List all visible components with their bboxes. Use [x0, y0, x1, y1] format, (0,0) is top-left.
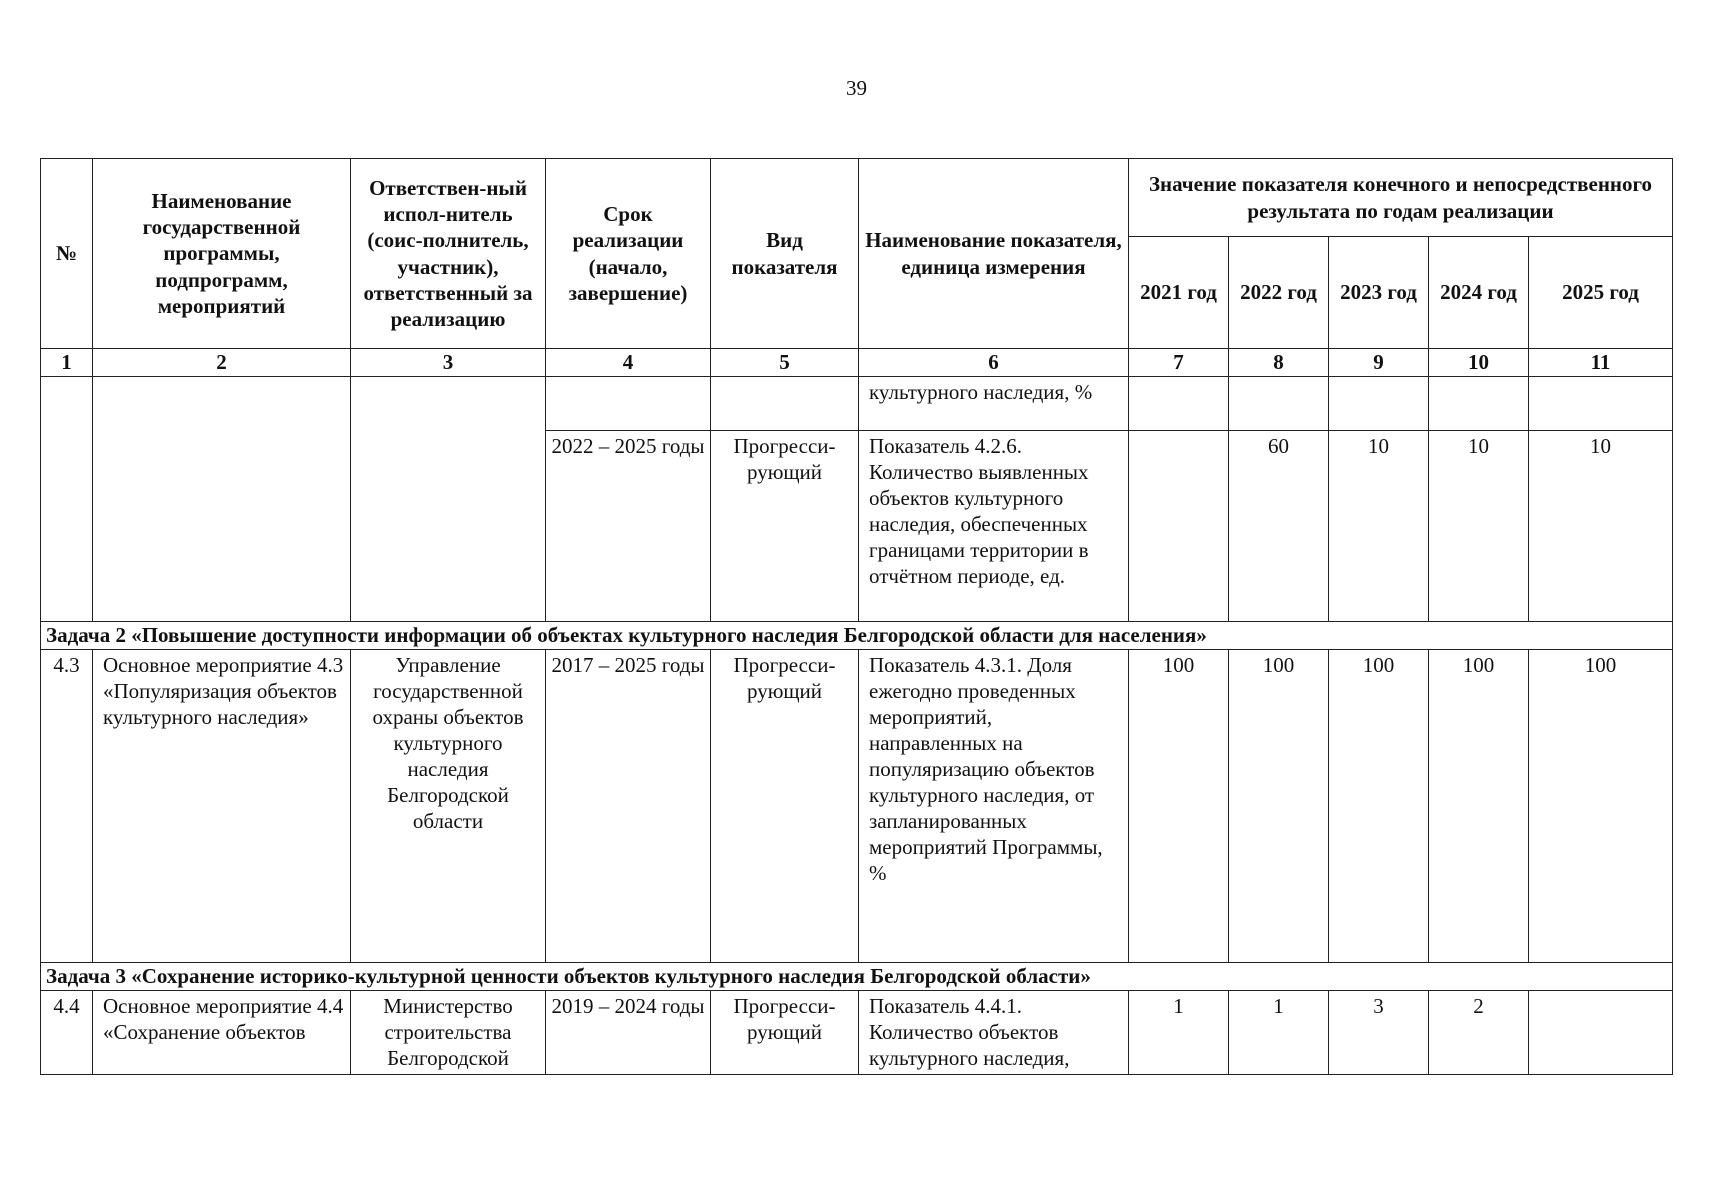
- header-year-2024: 2024 год: [1429, 237, 1529, 349]
- column-number: 3: [351, 349, 546, 377]
- column-number: 7: [1129, 349, 1229, 377]
- header-values-group: Значение показателя конечного и непосредственного результата по годам реализации: [1129, 159, 1673, 237]
- cell-term: 2017 – 2025 годы: [546, 650, 711, 963]
- cell-value: [1529, 991, 1673, 1075]
- cell-value: 10: [1529, 431, 1673, 622]
- cell-no: 4.4: [41, 991, 93, 1075]
- cell-term: 2019 – 2024 годы: [546, 991, 711, 1075]
- cell-program: Основное мероприятие 4.4 «Сохранение объектов: [93, 991, 351, 1075]
- column-number: 11: [1529, 349, 1673, 377]
- cell-kind: Прогресси-рующий: [711, 650, 859, 963]
- cell-value: [1229, 377, 1329, 431]
- header-indicator: Наименование показателя, единица измерения: [859, 159, 1129, 349]
- cell-program: Основное мероприятие 4.3 «Популяризация объектов культурного наследия»: [93, 650, 351, 963]
- cell-kind: Прогресси-рующий: [711, 991, 859, 1075]
- cell-term: [546, 377, 711, 431]
- column-number: 9: [1329, 349, 1429, 377]
- cell-indicator: Показатель 4.4.1. Количество объектов культурного наследия,: [859, 991, 1129, 1075]
- header-no: №: [41, 159, 93, 349]
- cell-program: [93, 377, 351, 622]
- header-year-2023: 2023 год: [1329, 237, 1429, 349]
- cell-executor: Управление государственной охраны объектов культурного наследия Белгородской области: [351, 650, 546, 963]
- cell-value: [1429, 377, 1529, 431]
- cell-value: 60: [1229, 431, 1329, 622]
- column-number: 10: [1429, 349, 1529, 377]
- header-term: Срок реализации (начало, завершение): [546, 159, 711, 349]
- cell-indicator: Показатель 4.2.6. Количество выявленных объектов культурного наследия, обеспеченных границами территории в отчётном периоде, ед.: [859, 431, 1129, 622]
- header-program: Наименование государственной программы, подпрограмм, мероприятий: [93, 159, 351, 349]
- cell-value: 100: [1229, 650, 1329, 963]
- header-year-2022: 2022 год: [1229, 237, 1329, 349]
- cell-value: 1: [1229, 991, 1329, 1075]
- cell-term: 2022 – 2025 годы: [546, 431, 711, 622]
- header-executor: Ответствен-ный испол-нитель (соис-полнитель, участник), ответственный за реализацию: [351, 159, 546, 349]
- column-numbers-row: [41, 349, 1673, 377]
- task-3-title: Задача 3 «Сохранение историко-культурной ценности объектов культурного наследия Белгородской области»: [41, 963, 1673, 991]
- cell-kind: Прогресси-рующий: [711, 431, 859, 622]
- header-year-2021: 2021 год: [1129, 237, 1229, 349]
- cell-value: [1529, 377, 1673, 431]
- column-number: 6: [859, 349, 1129, 377]
- cell-value: [1129, 377, 1229, 431]
- cell-value: [1129, 431, 1229, 622]
- table-row: [41, 377, 1673, 431]
- table-row: [41, 650, 1673, 963]
- indicators-table: [40, 158, 1673, 1075]
- table-row: [41, 991, 1673, 1075]
- cell-no: 4.3: [41, 650, 93, 963]
- column-number: 2: [93, 349, 351, 377]
- header-kind: Вид показателя: [711, 159, 859, 349]
- cell-value: 100: [1329, 650, 1429, 963]
- cell-value: [1329, 377, 1429, 431]
- cell-indicator: Показатель 4.3.1. Доля ежегодно проведенных мероприятий, направленных на популяризацию объектов культурного наследия, от запланированных мероприятий Программы, %: [859, 650, 1129, 963]
- header-row-1: [41, 159, 1673, 237]
- cell-value: 1: [1129, 991, 1229, 1075]
- cell-value: 10: [1429, 431, 1529, 622]
- column-number: 4: [546, 349, 711, 377]
- header-year-2025: 2025 год: [1529, 237, 1673, 349]
- cell-value: 100: [1529, 650, 1673, 963]
- cell-value: 3: [1329, 991, 1429, 1075]
- cell-value: 100: [1429, 650, 1529, 963]
- task-row: [41, 963, 1673, 991]
- column-number: 1: [41, 349, 93, 377]
- cell-kind: [711, 377, 859, 431]
- cell-value: 100: [1129, 650, 1229, 963]
- cell-indicator: культурного наследия, %: [859, 377, 1129, 431]
- cell-executor: Министерство строительства Белгородской: [351, 991, 546, 1075]
- task-2-title: Задача 2 «Повышение доступности информации об объектах культурного наследия Белгородской области для населения»: [41, 622, 1673, 650]
- task-row: [41, 622, 1673, 650]
- cell-executor: [351, 377, 546, 622]
- column-number: 5: [711, 349, 859, 377]
- cell-value: 2: [1429, 991, 1529, 1075]
- cell-value: 10: [1329, 431, 1429, 622]
- cell-no: [41, 377, 93, 622]
- column-number: 8: [1229, 349, 1329, 377]
- page-number: 39: [846, 76, 867, 100]
